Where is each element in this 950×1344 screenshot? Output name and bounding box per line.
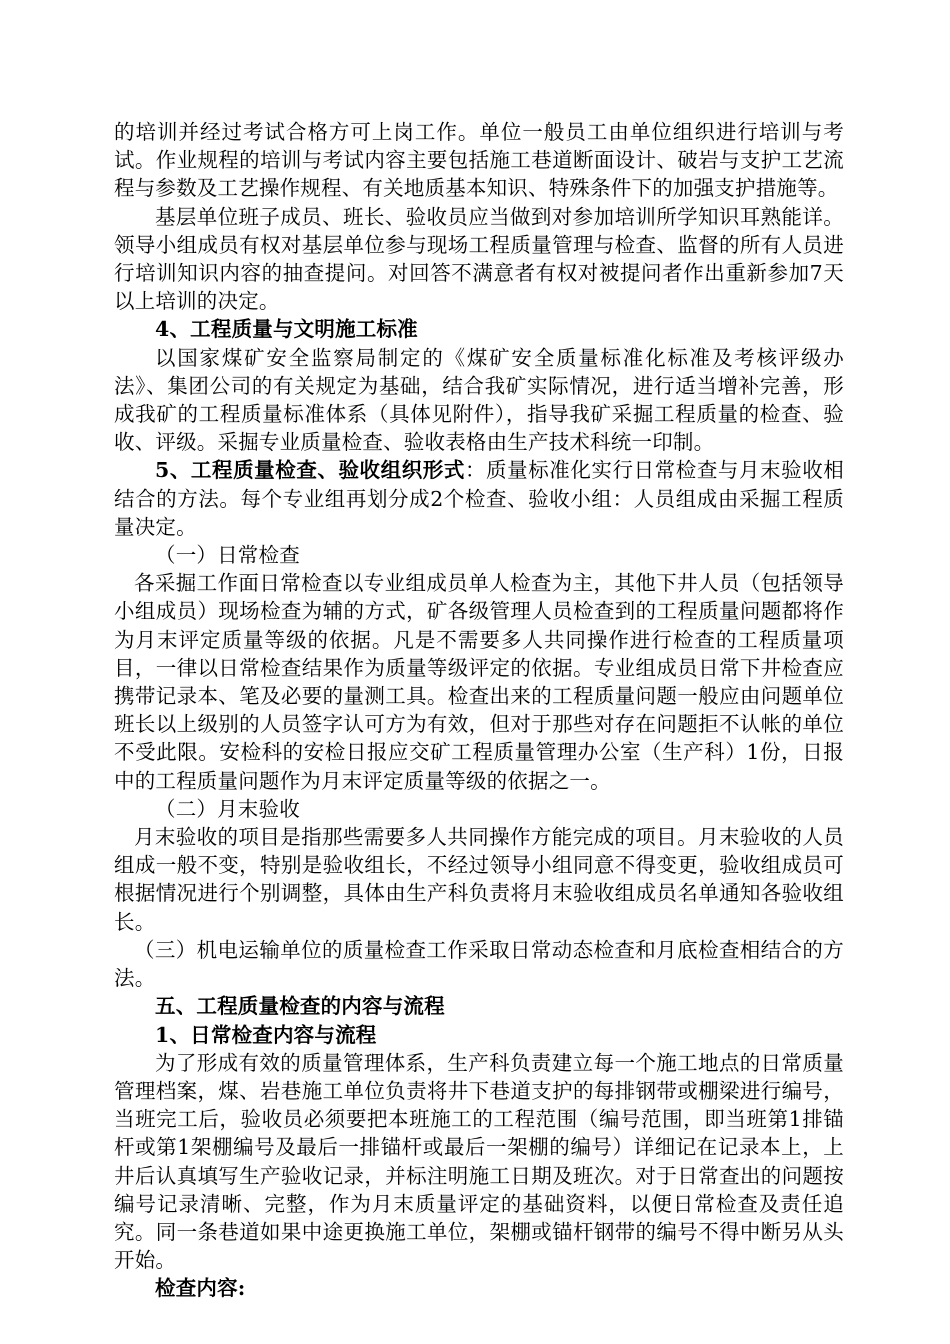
heading-check-content: 检查内容: (155, 1276, 246, 1301)
paragraph-daily-check-process: 为了形成有效的质量管理体系，生产科负责建立每一个施工地点的日常质量管理档案，煤、岩巷施工单位负责将井下巷道支护的每排钢带或棚梁进行编号，当班完工后，验收员必须要把本班施工的工程范围（编号范围，即当班第1排锚杆或第1架棚编号及最后一排锚杆或最后一架棚的编号）详细记在记录本上，上井后认真填写生产验收记录，并标注明施工日期及班次。对于日常查出的问题按编号记录清晰、完整，作为月末质量评定的基础资料，以便日常检查及责任追究。同一条巷道如果中途更换施工单位，架棚或锚杆钢带的编号不得中断另从头开始。 (114, 1050, 844, 1273)
heading-quality-standard: 4、工程质量与文明施工标准 (155, 317, 418, 342)
inspection-organization-text: ：质量标准化实行日常检查与月末验收相结合的方法。每个专业组再划分成2个检查、验收小组：人员组成由采掘工程质量决定。 (114, 458, 844, 539)
paragraph-daily-check: 各采掘工作面日常检查以专业组成员单人检查为主，其他下井人员（包括领导小组成员）现场检查为辅的方式，矿各级管理人员检查到的工程质量问题都将作为月末评定质量等级的依据。凡是不需要多人共同操作进行检查的工程质量项目，一律以日常检查结果作为质量等级评定的依据。专业组成员日常下井检查应携带记录本、笔及必要的量测工具。检查出来的工程质量问题一般应由问题单位班长以上级别的人员签字认可方为有效，但对于那些对存在问题拒不认帐的单位不受此限。安检科的安检日报应交矿工程质量管理办公室（生产科）1份，日报中的工程质量问题作为月末评定质量等级的依据之一。 (114, 571, 844, 793)
subheading-daily-check: （一）日常检查 (155, 543, 300, 568)
paragraph-training-check: 基层单位班子成员、班长、验收员应当做到对参加培训所学知识耳熟能详。领导小组成员有权对基层单位参与现场工程质量管理与检查、监督的所有人员进行培训知识内容的抽查提问。对回答不满意者有权对被提问者作出重新参加7天以上培训的决定。 (114, 204, 844, 314)
heading-daily-check-process: 1、日常检查内容与流程 (155, 1022, 377, 1047)
document-page (114, 118, 844, 1303)
heading-inspection-organization: 5、工程质量检查、验收组织形式 (155, 458, 465, 483)
heading-section-five: 五、工程质量检查的内容与流程 (155, 994, 445, 1019)
paragraph-month-end-acceptance: 月末验收的项目是指那些需要多人共同操作方能完成的项目。月末验收的人员组成一般不变，特别是验收组长，不经过领导小组同意不得变更，验收组成员可根据情况进行个别调整，具体由生产科负责将月末验收组成员名单通知各验收组长。 (114, 825, 844, 934)
subheading-month-end-acceptance: （二）月末验收 (155, 796, 300, 821)
paragraph-quality-standard: 以国家煤矿安全监察局制定的《煤矿安全质量标准化标准及考核评级办法》、集团公司的有关规定为基础，结合我矿实际情况，进行适当增补完善，形成我矿的工程质量标准体系（具体见附件），指导我矿采掘工程质量的检查、验收、评级。采掘专业质量检查、验收表格由生产技术科统一印制。 (114, 345, 844, 455)
paragraph-electromechanical: （三）机电运输单位的质量检查工作采取日常动态检查和月底检查相结合的方法。 (114, 937, 844, 991)
paragraph-inspection-organization (114, 456, 844, 541)
paragraph-training-exam: 的培训并经过考试合格方可上岗工作。单位一般员工由单位组织进行培训与考试。作业规程的培训与考试内容主要包括施工巷道断面设计、破岩与支护工艺流程与参数及工艺操作规程、有关地质基本知识、特殊条件下的加强支护措施等。 (114, 120, 844, 201)
